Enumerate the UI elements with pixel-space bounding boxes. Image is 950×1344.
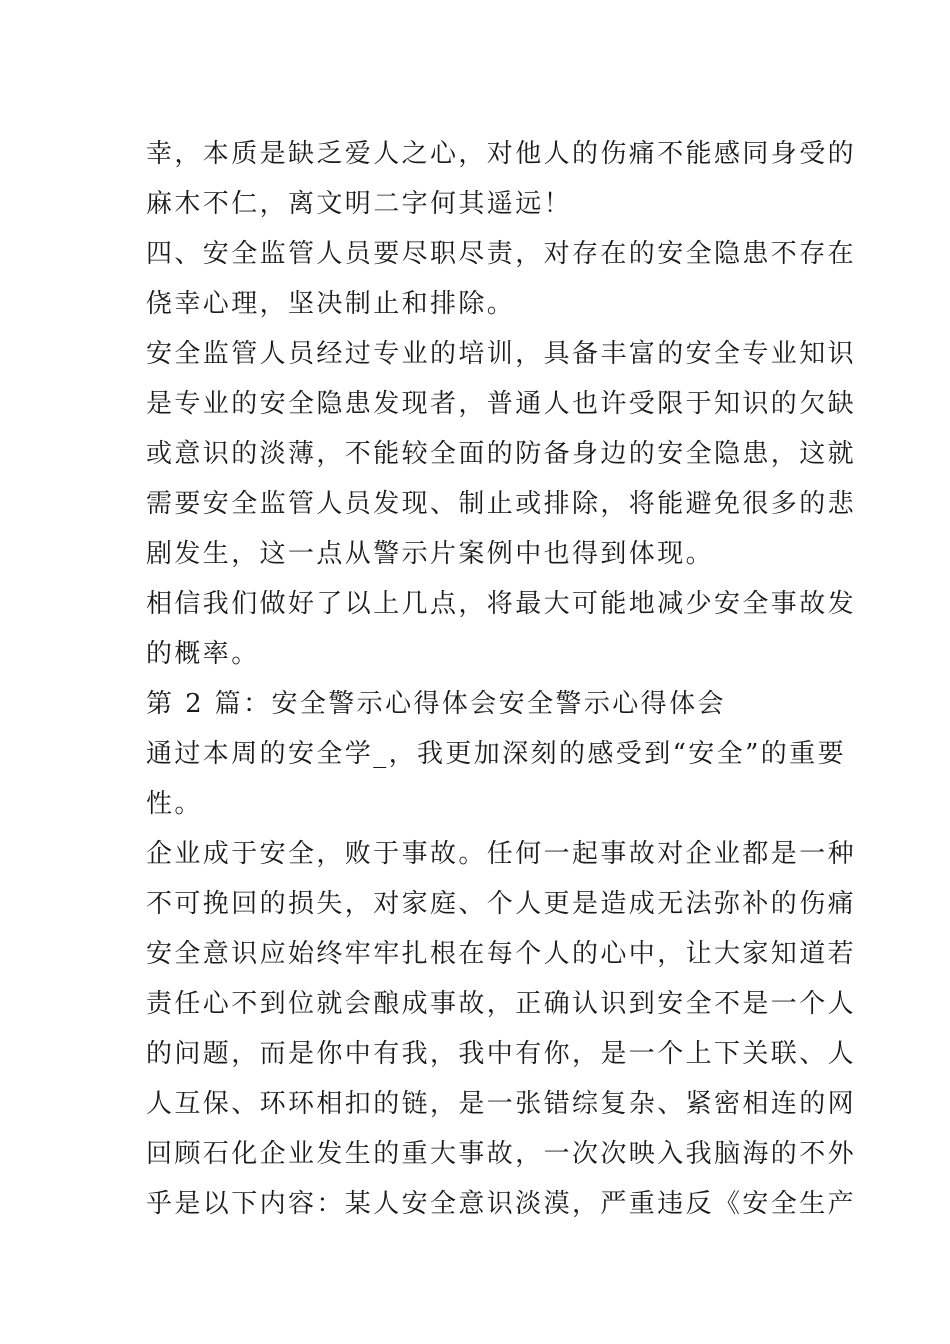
article-title: 第 2 篇：安全警示心得体会安全警示心得体会 — [146, 689, 726, 719]
text-line: 通过本周的安全学_，我更加深刻的感受到“安全”的重要 — [146, 739, 846, 769]
text-line: 性。 — [146, 789, 203, 819]
text-line: 幸，本质是缺乏爱人之心，对他人的伤痛不能感同身受的 — [146, 139, 857, 169]
text-line: 或意识的淡薄，不能较全面的防备身边的安全隐患，这就 — [146, 439, 857, 469]
text-line: 的概率。 — [146, 639, 260, 669]
text-line: 安全意识应始终牢牢扎根在每个人的心中，让大家知道若 — [146, 939, 857, 969]
text-line: 相信我们做好了以上几点，将最大可能地减少安全事故发 — [146, 589, 857, 619]
text-line: 人互保、环环相扣的链，是一张错综复杂、紧密相连的网 — [146, 1089, 857, 1119]
text-line: 的问题，而是你中有我，我中有你，是一个上下关联、人 — [146, 1039, 857, 1069]
text-line: 侥幸心理，坚决制止和排除。 — [146, 289, 516, 319]
text-line: 需要安全监管人员发现、制止或排除，将能避免很多的悲 — [146, 489, 857, 519]
text-line: 麻木不仁，离文明二字何其遥远！ — [146, 189, 573, 219]
text-line: 乎是以下内容：某人安全意识淡漠，严重违反《安全生产 — [146, 1189, 857, 1219]
text-line: 企业成于安全，败于事故。任何一起事故对企业都是一种 — [146, 839, 857, 869]
text-line: 剧发生，这一点从警示片案例中也得到体现。 — [146, 539, 715, 569]
document-body — [146, 129, 857, 1229]
text-line: 回顾石化企业发生的重大事故，一次次映入我脑海的不外 — [146, 1139, 857, 1169]
text-line: 不可挽回的损失，对家庭、个人更是造成无法弥补的伤痛 — [146, 889, 857, 919]
text-line: 安全监管人员经过专业的培训，具备丰富的安全专业知识 — [146, 339, 857, 369]
section-heading: 四、安全监管人员要尽职尽责，对存在的安全隐患不存在 — [146, 239, 857, 269]
text-line: 责任心不到位就会酿成事故，正确认识到安全不是一个人 — [146, 989, 857, 1019]
text-line: 是专业的安全隐患发现者，普通人也许受限于知识的欠缺 — [146, 389, 857, 419]
